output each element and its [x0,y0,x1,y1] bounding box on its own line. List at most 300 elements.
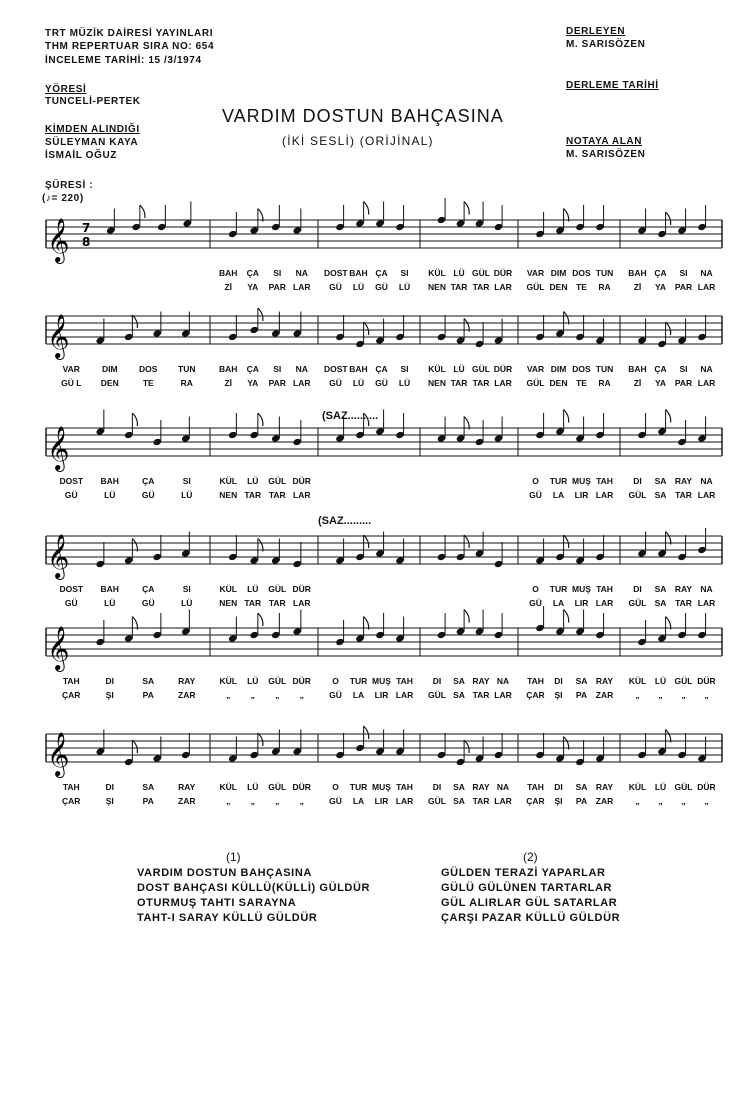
note-flag [258,413,263,426]
lyric-syllable: VAR [526,364,545,374]
lyric-syllable: RAY [674,476,693,486]
lyric-syllable: TAH [62,782,80,792]
lyric-syllable: RA [180,378,193,388]
source-label: KİMDEN ALINDIĞI [45,124,140,135]
lyric-syllable: DOST [324,268,348,278]
lyric-syllable: O [532,584,539,594]
lyric-syllable: RAY [178,782,196,792]
lyric-syllable: PAR [268,282,286,292]
lyric-syllable: TUR [349,676,368,686]
lyric-syllable: SI [400,268,409,278]
lyric-syllable: NEN [428,282,446,292]
lyric-syllable: DI [432,782,442,792]
lyric-syllable: TAH [396,782,413,792]
lyric-syllable: „ [704,796,709,806]
note-flag [464,535,469,548]
lyric-syllable: SI [400,364,409,374]
lyric-syllable: KÜL [628,782,647,792]
lyric-syllable: DEN [549,378,568,388]
lyric-syllable: LAR [494,378,512,388]
lyric-syllable: NEN [219,490,238,500]
lyric-syllable: O [332,782,339,792]
source-value-1: SÜLEYMAN KAYA [45,137,139,148]
song-subtitle: (İKİ SESLİ) (ORİJİNAL) [282,134,434,148]
lyric-syllable: DI [633,584,642,594]
lyric-syllable: GÜ [329,690,342,700]
lyric-syllable: DI [554,782,563,792]
lyric-syllable: KÜL [219,584,237,594]
treble-clef-icon: 𝄞 [47,314,70,358]
treble-clef-icon: 𝄞 [47,534,70,578]
lyric-syllable: GÜ [141,598,155,608]
lyric-syllable: PA [575,690,588,700]
lyric-syllable: YA [654,378,667,388]
lyric-syllable: TAR [675,598,692,608]
lyric-syllable: LÜ [104,490,116,500]
lyric-syllable: NA [700,476,713,486]
note-flag [364,726,369,739]
lyric-syllable: RAY [178,676,196,686]
lyric-syllable: „ [226,796,231,806]
lyric-syllable: NEN [219,598,238,608]
lyric-syllable: SA [575,676,588,686]
lyric-syllable: Zİ [224,282,233,292]
lyric-syllable: LÜ [453,364,465,374]
lyric-syllable: ŞI [105,690,114,700]
lyric-syllable: NA [700,584,713,594]
lyric-syllable: ÇA [375,364,388,374]
time-signature-top: 7 [82,221,91,235]
lyric-syllable: GÜL [674,782,693,792]
lyric-syllable: MUŞ [372,676,391,686]
lyric-syllable: SI [182,584,191,594]
lyric-syllable: Zİ [633,282,642,292]
lyric-syllable: TAR [244,598,262,608]
lyric-syllable: Zİ [633,378,642,388]
lyric-syllable: ÇAR [62,690,81,700]
lyric-syllable: GÜL [428,690,446,700]
lyric-syllable: LAR [293,598,311,608]
lyric-syllable: BAH [100,584,119,594]
lyric-syllable: DÜR [697,782,716,792]
lyric-syllable: NA [700,268,713,278]
lyric-syllable: VAR [526,268,545,278]
lyric-syllable: BAH [628,268,647,278]
lyric-syllable: LÜ [352,378,365,388]
lyric-syllable: RAY [472,676,490,686]
note-flag [364,535,369,548]
lyric-syllable: GÜL [428,796,446,806]
lyric-syllable: DI [432,676,442,686]
lyric-syllable: MUŞ [372,782,391,792]
lyric-syllable: LAR [293,490,311,500]
lyric-syllable: TAH [527,676,544,686]
lyric-syllable: TAH [596,584,613,594]
lyric-syllable: DOS [572,364,591,374]
lyric-syllable: DÜR [292,584,311,594]
lyric-syllable: GÜL [628,490,647,500]
lyric-syllable: DÜR [292,676,311,686]
lyric-syllable: GÜ [64,490,78,500]
lyric-syllable: ŞI [554,796,563,806]
treble-clef-icon: 𝄞 [47,426,70,470]
lyric-syllable: ÇAR [62,796,81,806]
lyric-syllable: LAR [293,282,311,292]
lyric-syllable: TAH [527,782,544,792]
lyric-syllable: GÜ [329,378,342,388]
lyric-syllable: LÜ [247,476,259,486]
lyric-syllable: TAR [472,690,490,700]
lyric-syllable: BAH [219,364,238,374]
lyric-syllable: ÇA [142,584,155,594]
lyric-syllable: TAR [268,598,286,608]
lyric-syllable: SI [273,364,282,374]
compiler-label: DERLEYEN [566,26,626,37]
lyric-syllable: GÜ [329,282,342,292]
lyric-syllable: DI [633,476,642,486]
verse-1 [137,866,370,926]
lyric-syllable: SA [453,690,465,700]
lyric-syllable: BAH [349,268,368,278]
lyric-syllable: TUN [595,364,614,374]
lyric-syllable: KÜL [428,268,446,278]
verse-2 [441,866,620,926]
lyric-syllable: DÜR [493,364,513,374]
lyric-syllable: „ [226,690,231,700]
verse-line: DOST BAHÇASI KÜLLÜ(KÜLLİ) GÜLDÜR [137,882,371,894]
lyric-syllable: „ [635,690,640,700]
lyric-syllable: „ [250,690,255,700]
lyric-syllable: GÜ [329,796,342,806]
lyric-syllable: MUŞ [572,476,591,486]
lyric-syllable: LAR [494,282,512,292]
lyric-syllable: GÜ [64,598,78,608]
review-date: İNCELEME TARİHİ: 15 /3/1974 [45,55,202,66]
lyric-syllable: LAR [595,490,614,500]
lyric-syllable: SA [654,476,667,486]
lyric-syllable: TAR [268,490,286,500]
transcriber-value: M. SARISÖZEN [566,149,646,160]
lyric-syllable: LAR [697,378,716,388]
lyric-syllable: GÜL [472,364,490,374]
lyric-syllable: YA [654,282,667,292]
transcriber-label: NOTAYA ALAN [566,136,643,147]
lyric-syllable: TAR [450,282,468,292]
lyric-syllable: RA [598,282,611,292]
lyric-syllable: LÜ [453,268,465,278]
lyric-syllable: LÜ [654,676,667,686]
lyric-syllable: GÜL [526,282,545,292]
lyric-syllable: TUR [549,476,568,486]
lyric-syllable: LA [552,490,565,500]
lyric-syllable: LÜ [247,676,259,686]
note-flag [258,308,263,321]
tempo-mark: (♪= 220) [42,193,84,204]
lyric-syllable: TE [576,282,587,292]
lyric-syllable: GÜL [268,476,287,486]
lyric-syllable: SA [142,782,155,792]
lyric-syllable: GÜ [375,378,388,388]
lyric-syllable: DÜR [292,476,311,486]
lyric-syllable: SI [273,268,282,278]
lyric-syllable: TUR [349,782,368,792]
lyric-syllable: LA [552,598,565,608]
lyric-syllable: DEN [549,282,568,292]
region-value: TUNCELİ-PERTEK [45,96,141,107]
lyric-syllable: TAR [472,282,490,292]
lyric-syllable: GÜ [529,490,542,500]
lyric-syllable: TAR [244,490,262,500]
saz-mark-top: (SAZ.......... [322,410,379,422]
lyric-syllable: MUŞ [572,584,591,594]
lyric-syllable: ZAR [178,796,196,806]
lyric-syllable: DOST [324,364,348,374]
lyric-syllable: NA [496,782,510,792]
lyric-syllable: LÜ [247,584,259,594]
verse-line: ÇARŞI PAZAR KÜLLÜ GÜLDÜR [441,912,621,924]
lyric-syllable: TUN [595,268,614,278]
lyric-syllable: DOST [59,476,84,486]
lyric-syllable: „ [681,796,686,806]
lyric-syllable: LÜ [247,782,259,792]
lyric-syllable: TAR [450,378,468,388]
lyric-syllable: GÜ L [61,378,82,388]
lyric-syllable: PAR [268,378,286,388]
lyric-syllable: TAH [62,676,80,686]
lyric-syllable: KÜL [219,476,237,486]
lyric-syllable: LAR [697,598,716,608]
verse-line: GÜLDEN TERAZİ YAPARLAR [441,867,606,879]
lyric-syllable: RAY [472,782,490,792]
lyric-syllable: „ [275,690,280,700]
lyric-syllable: ZAR [595,796,614,806]
lyric-syllable: TE [142,378,154,388]
note-flag [666,322,671,335]
note-flag [464,202,469,215]
lyric-syllable: „ [635,796,640,806]
lyric-syllable: DEN [100,378,119,388]
lyric-syllable: ÇA [375,268,388,278]
lyric-syllable: NA [295,364,308,374]
time-signature-bottom: 8 [82,235,91,249]
lyric-syllable: ZAR [595,690,614,700]
treble-clef-icon: 𝄞 [47,732,70,776]
lyric-syllable: LA [352,690,365,700]
lyric-syllable: ÇA [654,364,667,374]
note-flag [464,740,469,753]
lyric-syllable: NA [700,364,713,374]
lyric-syllable: ZAR [178,690,196,700]
lyric-syllable: LIR [574,490,589,500]
lyric-syllable: GÜ [141,490,155,500]
note-flag [258,733,263,746]
lyric-syllable: DI [105,782,114,792]
note-flag [258,613,263,626]
lyric-syllable: „ [658,690,663,700]
lyric-syllable: „ [658,796,663,806]
note-flag [132,315,137,328]
note-flag [564,410,569,423]
treble-clef-icon: 𝄞 [47,626,70,670]
lyric-syllable: DÜR [292,782,311,792]
lyric-syllable: DÜR [493,268,513,278]
lyric-syllable: LAR [494,796,512,806]
lyric-syllable: LA [352,796,365,806]
lyric-syllable: DIM [101,364,118,374]
note-flag [140,205,145,218]
lyric-syllable: DOST [59,584,84,594]
lyric-syllable: LAR [293,378,311,388]
lyric-syllable: „ [299,796,304,806]
lyric-syllable: ÇA [246,364,259,374]
lyric-syllable: NEN [428,378,446,388]
treble-clef-icon: 𝄞 [47,218,70,262]
lyric-syllable: RA [598,378,611,388]
lyric-syllable: NA [295,268,308,278]
lyric-syllable: DÜR [697,676,716,686]
lyric-syllable: SI [679,364,688,374]
lyric-syllable: YA [247,282,259,292]
lyric-syllable: SA [654,584,667,594]
lyric-syllable: GÜL [628,598,647,608]
lyric-syllable: GÜ [375,282,388,292]
lyric-syllable: RAY [595,782,614,792]
lyric-syllable: PAR [674,378,693,388]
song-title: VARDIM DOSTUN BAHÇASINA [222,106,504,126]
lyric-syllable: GÜL [268,676,287,686]
lyric-syllable: LÜ [104,598,116,608]
lyric-syllable: DOS [139,364,158,374]
lyric-syllable: LIR [374,690,389,700]
note-flag [564,610,569,623]
lyric-syllable: „ [250,796,255,806]
lyric-syllable: LAR [697,490,716,500]
lyric-syllable: LAR [395,796,414,806]
lyric-syllable: LAR [494,690,512,700]
lyric-syllable: O [532,476,539,486]
note-flag [132,740,137,753]
lyric-syllable: TAH [396,676,413,686]
lyric-syllable: LIR [374,796,389,806]
source-value-2: İSMAİL OĞUZ [45,150,117,161]
lyric-syllable: PA [142,690,154,700]
note-flag [364,202,369,215]
lyric-syllable: LÜ [352,282,365,292]
lyric-syllable: „ [275,796,280,806]
lyric-syllable: LIR [574,598,589,608]
lyric-syllable: GÜL [472,268,490,278]
lyric-syllable: SI [182,476,191,486]
lyric-syllable: KÜL [628,676,647,686]
lyric-syllable: ÇA [246,268,259,278]
lyric-syllable: KÜL [428,364,446,374]
lyric-syllable: BAH [628,364,647,374]
lyric-syllable: TAR [472,796,490,806]
verse-line: VARDIM DOSTUN BAHÇASINA [137,867,312,879]
lyric-syllable: „ [704,690,709,700]
lyric-syllable: BAH [349,364,368,374]
lyric-syllable: ÇA [142,476,155,486]
duration-label: ŞÜRESİ : [45,180,94,191]
lyric-syllable: RAY [674,584,693,594]
lyric-syllable: DIM [550,268,567,278]
lyric-syllable: PA [142,796,154,806]
verse-line: OTURMUŞ TAHTI SARAYNA [137,897,297,909]
verse-line: GÜLÜ GÜLÜNEN TARTARLAR [441,882,613,894]
note-flag [564,535,569,548]
lyric-syllable: DIM [550,364,567,374]
lyric-syllable: LÜ [398,378,411,388]
lyric-syllable: SA [654,490,667,500]
region-label: YÖRESİ [45,84,87,95]
lyric-syllable: LÜ [654,782,667,792]
verse-2-number: (2) [523,850,538,864]
lyric-syllable: TE [576,378,587,388]
lyric-syllable: KÜL [219,676,237,686]
lyric-syllable: SA [142,676,155,686]
lyric-syllable: GÜ [529,598,542,608]
lyric-syllable: VAR [62,364,80,374]
lyric-syllable: TAR [675,490,692,500]
lyric-syllable: LAR [697,282,716,292]
lyric-syllable: ŞI [105,796,114,806]
lyric-syllable: BAH [100,476,119,486]
lyric-syllable: SA [654,598,667,608]
note-flag [464,610,469,623]
lyric-syllable: GÜL [526,378,545,388]
publisher-line: TRT MÜZİK DAİRESİ YAYINLARI [45,28,214,39]
lyric-syllable: KÜL [219,782,237,792]
lyric-syllable: LAR [395,690,414,700]
compile-date-label: DERLEME TARİHİ [566,80,659,91]
lyric-syllable: DI [105,676,114,686]
lyric-syllable: LÜ [181,490,193,500]
lyric-syllable: TUR [549,584,568,594]
lyric-syllable: DI [554,676,563,686]
lyric-syllable: ŞI [554,690,563,700]
lyric-syllable: ÇAR [526,796,545,806]
lyric-syllable: DOS [572,268,591,278]
verse-1-number: (1) [226,850,241,864]
lyric-syllable: SA [453,676,465,686]
lyric-syllable: TUN [178,364,196,374]
lyric-syllable: TAH [596,476,613,486]
note-flag [666,410,671,423]
lyric-syllable: RAY [595,676,614,686]
lyric-syllable: SI [679,268,688,278]
lyric-syllable: ÇAR [526,690,545,700]
lyric-syllable: PA [575,796,588,806]
lyric-syllable: SA [575,782,588,792]
lyric-syllable: Zİ [224,378,233,388]
lyric-syllable: YA [247,378,259,388]
verse-line: GÜL ALIRLAR GÜL SATARLAR [441,897,618,909]
lyric-syllable: LÜ [398,282,411,292]
verse-line: TAHT-I SARAY KÜLLÜ GÜLDÜR [137,912,318,924]
lyric-syllable: GÜL [674,676,693,686]
lyric-syllable: BAH [219,268,238,278]
note-flag [132,413,137,426]
lyric-syllable: „ [681,690,686,700]
lyric-syllable: GÜL [268,584,287,594]
compiler-value: M. SARISÖZEN [566,39,646,50]
repertoire-number: THM REPERTUAR SIRA NO: 654 [45,41,215,52]
lyric-syllable: ÇA [654,268,667,278]
saz-mark-bottom: (SAZ......... [318,515,372,527]
lyric-syllable: O [332,676,339,686]
lyric-syllable: LÜ [181,598,193,608]
lyric-syllable: SA [453,782,465,792]
